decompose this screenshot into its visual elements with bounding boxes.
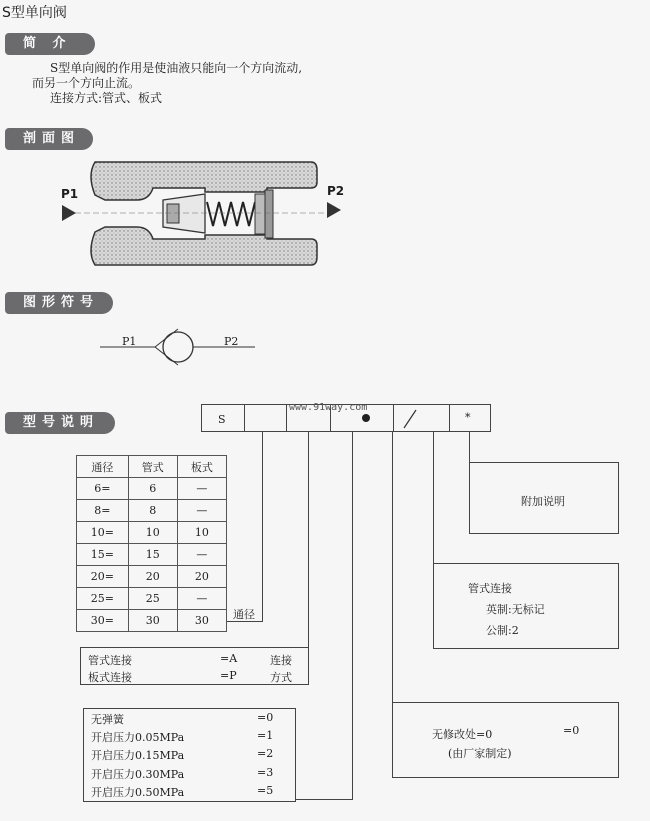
spring-label: 开启压力0.15MPa [91, 749, 185, 762]
spring-code: =1 [257, 729, 274, 742]
symbol-p2-label: P2 [224, 335, 239, 348]
spring-label: 开启压力0.30MPa [91, 768, 185, 781]
table-row: 6= 6 — [77, 478, 227, 500]
bore-side-label: 通径 [233, 608, 255, 621]
intro-line-3: 连接方式:管式、板式 [50, 91, 163, 105]
connection-code: =A [220, 652, 238, 665]
connection-code: =P [220, 669, 237, 682]
slash-mark [400, 408, 420, 430]
cross-section-drawing [55, 150, 355, 275]
revision-label: 无修改处=0 [432, 728, 493, 741]
symbol-p1-label: P1 [122, 335, 137, 348]
watermark: www.91way.com [289, 402, 368, 413]
section-heading: 剖面图 [5, 128, 93, 150]
connection-side: 连接 [270, 654, 292, 667]
table-header: 板式 [177, 456, 226, 478]
section-p2-label: P2 [327, 184, 345, 198]
intro-line-1: S型单向阀的作用是使油液只能向一个方向流动, [50, 61, 303, 75]
page-title: S型单向阀 [2, 5, 67, 21]
model-code-star: * [465, 411, 471, 424]
thread-title: 管式连接 [468, 582, 512, 595]
symbol-heading: 图形符号 [5, 292, 113, 314]
spring-code: =3 [257, 766, 274, 779]
table-header: 管式 [128, 456, 177, 478]
model-heading: 型号说明 [5, 412, 115, 434]
bore-table [76, 455, 227, 632]
thread-line-2: 公制:2 [486, 624, 519, 637]
spring-label: 无弹簧 [91, 713, 124, 726]
table-row: 30= 30 30 [77, 610, 227, 632]
table-header: 通径 [77, 456, 129, 478]
revision-box [392, 702, 619, 778]
revision-code: =0 [563, 724, 580, 737]
table-row: 10= 10 10 [77, 522, 227, 544]
thread-line-1: 英制:无标记 [486, 603, 545, 616]
bullet-icon [361, 413, 371, 423]
table-row: 8= 8 — [77, 500, 227, 522]
table-row: 25= 25 — [77, 588, 227, 610]
flow-arrow-icon [327, 202, 343, 218]
spring-code: =2 [257, 747, 274, 760]
connection-side: 方式 [270, 671, 292, 684]
table-row: 15= 15 — [77, 544, 227, 566]
spring-code: =0 [257, 711, 274, 724]
spring-label: 开启压力0.50MPa [91, 786, 185, 799]
spring-code: =5 [257, 784, 274, 797]
intro-line-2: 而另一个方向止流。 [32, 76, 141, 90]
intro-heading: 简 介 [5, 33, 95, 55]
section-p1-label: P1 [61, 187, 79, 201]
model-code-s: S [218, 413, 226, 426]
flow-arrow-icon [62, 205, 78, 221]
connection-label: 管式连接 [88, 654, 132, 667]
connection-label: 板式连接 [88, 671, 132, 684]
extra-label: 附加说明 [521, 495, 565, 508]
table-row: 20= 20 20 [77, 566, 227, 588]
spring-label: 开启压力0.05MPa [91, 731, 185, 744]
revision-note: (由厂家制定) [448, 747, 512, 760]
